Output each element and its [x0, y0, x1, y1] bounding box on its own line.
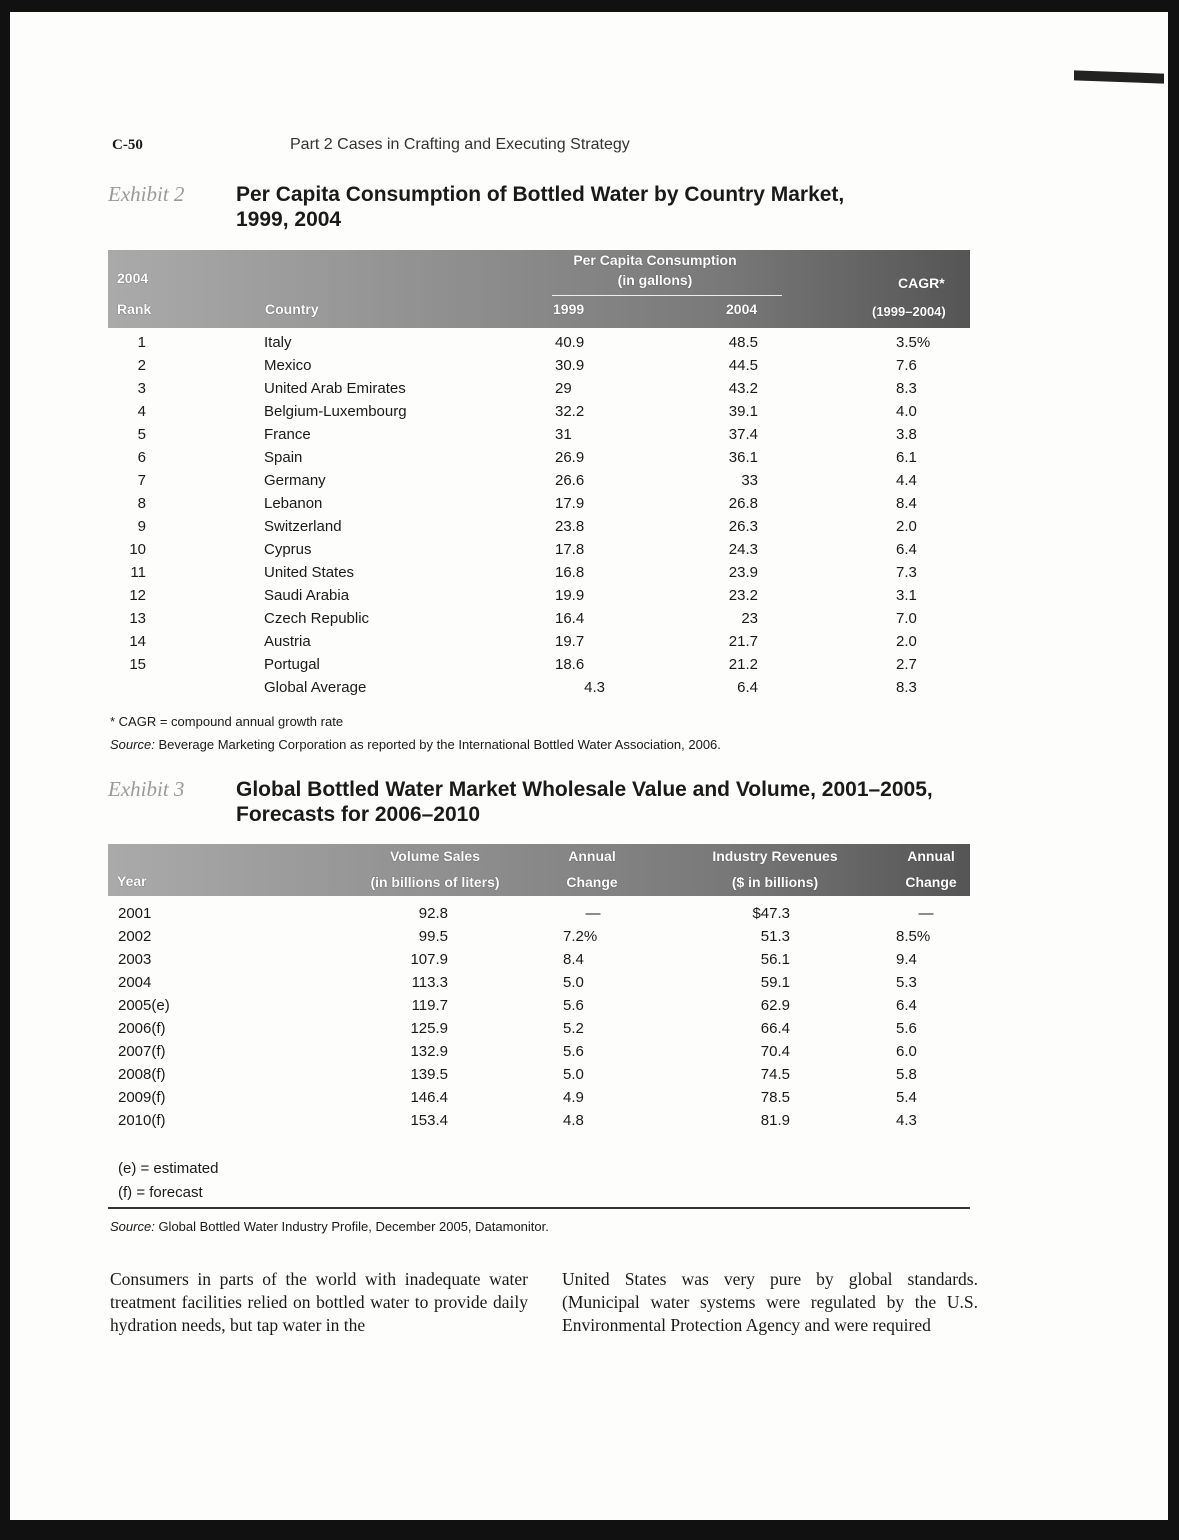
exhibit2-title-line1: Per Capita Consumption of Bottled Water by Country Market,: [236, 183, 845, 206]
volume-change-cell: 5.0: [563, 974, 584, 991]
volume-change-cell: 5.2: [563, 1020, 584, 1037]
cagr-cell: 4.4: [896, 472, 917, 489]
volume-cell: 132.9: [410, 1043, 448, 1060]
note-forecast: (f) = forecast: [118, 1184, 203, 1201]
volume-cell: 92.8: [418, 905, 448, 922]
volume-change-cell: 4.9: [563, 1089, 584, 1106]
value-2004-cell: 21.7: [728, 633, 758, 650]
page-number: C-50: [112, 137, 143, 153]
value-1999-cell: 17.9: [555, 495, 585, 512]
note-estimated: (e) = estimated: [118, 1160, 219, 1177]
exhibit3-title: [236, 777, 933, 827]
exhibit2-footnote: * CAGR = compound annual growth rate: [110, 714, 344, 729]
revenue-header-line1: Industry Revenues: [712, 848, 838, 864]
value-2004-cell: 36.1: [728, 449, 758, 466]
volume-cell: 146.4: [410, 1089, 448, 1106]
exhibit3-title-line2: Forecasts for 2006–2010: [236, 803, 480, 826]
cagr-cell: 7.0: [896, 610, 917, 627]
cagr-cell: 6.4: [896, 541, 917, 558]
exhibit3-bottom-rule: [108, 1207, 970, 1209]
exhibit2-source-label: Source:: [110, 737, 155, 752]
consumption-header-line2: (in gallons): [617, 272, 693, 288]
rank-cell: 4: [137, 403, 146, 420]
cagr-cell: 3.1: [896, 587, 917, 604]
year-cell: 2008(f): [118, 1066, 166, 1083]
country-cell: Spain: [264, 449, 303, 466]
value-2004-cell: 26.8: [728, 495, 758, 512]
value-1999-cell: 19.7: [555, 633, 585, 650]
country-cell: Belgium-Luxembourg: [264, 403, 407, 420]
value-1999-cell: 23.8: [555, 518, 585, 535]
cagr-cell: 8.3: [896, 679, 917, 696]
value-1999-cell: 17.8: [555, 541, 585, 558]
volume-change-cell: 7.2%: [563, 928, 598, 945]
value-1999-cell: 16.4: [555, 610, 585, 627]
year-header: Year: [117, 873, 147, 889]
value-1999-cell: 29: [555, 380, 572, 397]
volume-change-cell: 4.8: [563, 1112, 584, 1129]
volume-change-cell: 5.6: [563, 997, 584, 1014]
cagr-cell: 8.3: [896, 380, 917, 397]
volume-cell: 107.9: [410, 951, 448, 968]
value-2004-cell: 26.3: [728, 518, 758, 535]
rank-cell: 1: [137, 334, 146, 351]
value-1999-cell: 18.6: [555, 656, 585, 673]
rchange-header-line2: Change: [905, 874, 957, 890]
rank-cell: 9: [137, 518, 146, 535]
cagr-cell: 6.1: [896, 449, 917, 466]
year-cell: 2004: [118, 974, 152, 991]
revenue-change-cell: 8.5%: [896, 928, 931, 945]
cagr-cell: 7.3: [896, 564, 917, 581]
revenue-change-cell: 5.8: [896, 1066, 917, 1083]
exhibit3-source-label: Source:: [110, 1219, 155, 1234]
country-cell: Global Average: [264, 679, 367, 696]
value-2004-cell: 23.2: [728, 587, 758, 604]
revenue-change-cell: 9.4: [896, 951, 917, 968]
book-page: [10, 12, 1168, 1520]
exhibit2-header-bar: [108, 250, 970, 328]
revenue-cell: 62.9: [760, 997, 790, 1014]
vchange-header-line1: Annual: [568, 848, 616, 864]
value-1999-cell: 4.3: [584, 679, 605, 696]
rank-cell: 12: [129, 587, 146, 604]
revenue-cell: 56.1: [760, 951, 790, 968]
volume-change-cell: —: [585, 905, 601, 922]
year-cell: 2009(f): [118, 1089, 166, 1106]
country-cell: France: [264, 426, 311, 443]
year-cell: 2007(f): [118, 1043, 166, 1060]
volume-cell: 99.5: [418, 928, 448, 945]
exhibit3-source: [110, 1219, 549, 1234]
revenue-cell: $47.3: [752, 905, 790, 922]
year-cell: 2010(f): [118, 1112, 166, 1129]
volume-cell: 113.3: [411, 974, 448, 991]
rank-cell: 7: [137, 472, 146, 489]
volume-cell: 139.5: [410, 1066, 448, 1083]
revenue-cell: 66.4: [760, 1020, 790, 1037]
rank-cell: 15: [129, 656, 146, 673]
cagr-cell: 8.4: [896, 495, 917, 512]
volume-cell: 125.9: [410, 1020, 448, 1037]
revenue-change-cell: 5.4: [896, 1089, 917, 1106]
body-left-column: Consumers in parts of the world with inadequate water treatment facilities relied on bottled water to provide daily hydration needs, but tap water in the: [110, 1269, 528, 1335]
revenue-cell: 51.3: [760, 928, 790, 945]
cagr-cell: 2.7: [896, 656, 917, 673]
revenue-change-cell: 6.0: [896, 1043, 917, 1060]
value-1999-cell: 30.9: [555, 357, 585, 374]
value-1999-cell: 40.9: [555, 334, 585, 351]
cagr-cell: 7.6: [896, 357, 917, 374]
exhibit2-title-line2: 1999, 2004: [236, 208, 342, 231]
country-cell: Germany: [264, 472, 326, 489]
year-cell: 2005(e): [118, 997, 170, 1014]
value-1999-cell: 31: [555, 426, 572, 443]
volume-header-line2: (in billions of liters): [370, 874, 500, 890]
rank-cell: 8: [137, 495, 146, 512]
value-2004-cell: 44.5: [728, 357, 758, 374]
body-right-column: United States was very pure by global standards. (Municipal water systems were regulated by the U.S. Environmental Protection Agency and were required: [562, 1269, 978, 1335]
revenue-change-cell: 5.6: [896, 1020, 917, 1037]
value-2004-cell: 24.3: [728, 541, 758, 558]
country-cell: Austria: [264, 633, 311, 650]
volume-header-line1: Volume Sales: [389, 848, 480, 864]
exhibit2-source: [110, 737, 721, 752]
country-cell: Czech Republic: [264, 610, 370, 627]
value-1999-cell: 16.8: [555, 564, 585, 581]
cagr-range-header: (1999–2004): [872, 304, 946, 319]
running-head: Part 2 Cases in Crafting and Executing Strategy: [290, 136, 630, 153]
value-1999-cell: 26.9: [555, 449, 585, 466]
volume-change-cell: 5.0: [563, 1066, 584, 1083]
country-cell: United Arab Emirates: [264, 380, 406, 397]
rank-cell: 11: [130, 564, 146, 581]
volume-change-cell: 5.6: [563, 1043, 584, 1060]
revenue-cell: 59.1: [760, 974, 790, 991]
year-cell: 2006(f): [118, 1020, 166, 1037]
year-cell: 2001: [118, 905, 152, 922]
country-header: Country: [265, 301, 319, 317]
exhibit2-title: [236, 182, 844, 232]
country-cell: Mexico: [264, 357, 312, 374]
revenue-cell: 74.5: [760, 1066, 790, 1083]
country-cell: Portugal: [264, 656, 320, 673]
volume-cell: 119.7: [411, 997, 448, 1014]
cagr-header: CAGR*: [898, 275, 945, 291]
consumption-header-rule: [552, 295, 782, 296]
volume-change-cell: 8.4: [563, 951, 584, 968]
value-2004-cell: 23.9: [728, 564, 758, 581]
exhibit2-source-text: Beverage Marketing Corporation as reported by the International Bottled Water Association, 2006.: [158, 737, 721, 752]
country-cell: Cyprus: [264, 541, 312, 558]
year-cell: 2002: [118, 928, 152, 945]
revenue-cell: 78.5: [760, 1089, 790, 1106]
country-cell: Switzerland: [264, 518, 342, 535]
exhibit3-label: Exhibit 3: [108, 777, 185, 801]
rank-cell: 10: [129, 541, 146, 558]
value-2004-cell: 23: [741, 610, 758, 627]
value-2004-cell: 39.1: [728, 403, 758, 420]
exhibit3-source-text: Global Bottled Water Industry Profile, December 2005, Datamonitor.: [158, 1219, 549, 1234]
rank-cell: 2: [137, 357, 146, 374]
revenue-cell: 70.4: [760, 1043, 790, 1060]
country-cell: Lebanon: [264, 495, 323, 512]
vchange-header-line2: Change: [566, 874, 618, 890]
page-corner-shadow: [1074, 70, 1164, 83]
revenue-change-cell: —: [918, 905, 934, 922]
rank-cell: 13: [129, 610, 146, 627]
rank-header: Rank: [117, 301, 152, 317]
rank-cell: 3: [137, 380, 146, 397]
revenue-change-cell: 6.4: [896, 997, 917, 1014]
exhibit3-title-line1: Global Bottled Water Market Wholesale Value and Volume, 2001–2005,: [236, 778, 933, 801]
revenue-change-cell: 4.3: [896, 1112, 917, 1129]
value-1999-cell: 26.6: [555, 472, 585, 489]
rank-cell: 6: [137, 449, 146, 466]
country-cell: Italy: [264, 334, 292, 351]
revenue-cell: 81.9: [760, 1112, 790, 1129]
y2004-header: 2004: [726, 301, 758, 317]
revenue-change-cell: 5.3: [896, 974, 917, 991]
rank-cell: 5: [137, 426, 146, 443]
revenue-header-line2: ($ in billions): [731, 874, 819, 890]
cagr-cell: 4.0: [896, 403, 917, 420]
y1999-header: 1999: [553, 301, 585, 317]
value-2004-cell: 6.4: [737, 679, 758, 696]
value-1999-cell: 19.9: [555, 587, 585, 604]
rchange-header-line1: Annual: [907, 848, 955, 864]
volume-cell: 153.4: [410, 1112, 448, 1129]
country-cell: Saudi Arabia: [264, 587, 350, 604]
value-2004-cell: 21.2: [728, 656, 758, 673]
value-2004-cell: 37.4: [728, 426, 758, 443]
year-cell: 2003: [118, 951, 152, 968]
value-2004-cell: 43.2: [728, 380, 758, 397]
rank-cell: 14: [129, 633, 146, 650]
country-cell: United States: [264, 564, 355, 581]
cagr-cell: 3.8: [896, 426, 917, 443]
cagr-cell: 2.0: [896, 518, 917, 535]
rank-header-top: 2004: [117, 270, 149, 286]
value-1999-cell: 32.2: [555, 403, 585, 420]
exhibit2-label: Exhibit 2: [108, 182, 185, 206]
cagr-cell: 3.5%: [896, 334, 931, 351]
value-2004-cell: 48.5: [728, 334, 758, 351]
consumption-header-line1: Per Capita Consumption: [573, 252, 737, 268]
cagr-cell: 2.0: [896, 633, 917, 650]
value-2004-cell: 33: [741, 472, 758, 489]
